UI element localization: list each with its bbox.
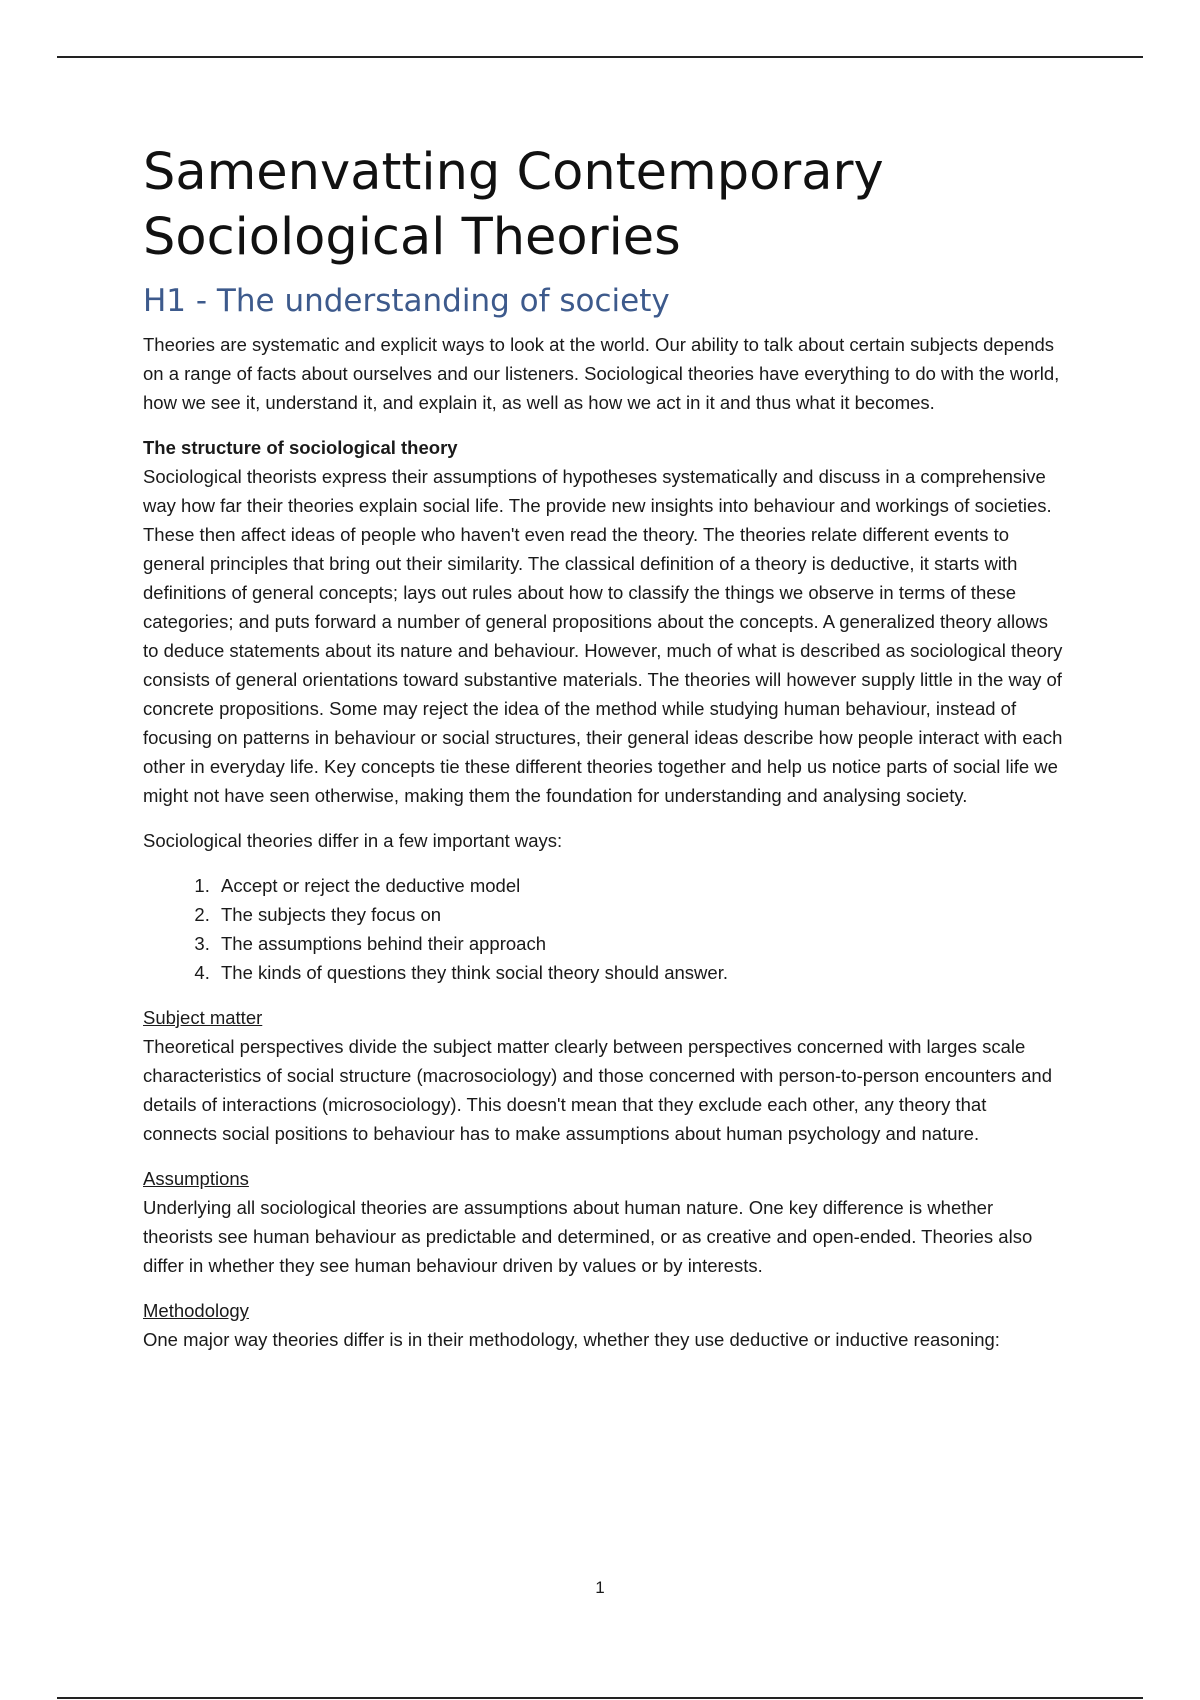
list-item: 4. The kinds of questions they think social theory should answer. xyxy=(215,958,1063,987)
section-heading-structure: The structure of sociological theory xyxy=(143,437,458,458)
intro-paragraph: Theories are systematic and explicit ways to look at the world. Our ability to talk about certain subjects depends on a range of facts about ourselves and our listeners. Sociological theories have everything to do with the world, how we see it, understand it, and explain it, as well as how we act in it and thus what it becomes. xyxy=(143,334,1060,413)
list-item: 1. Accept or reject the deductive model xyxy=(215,871,1063,900)
chapter-heading: H1 - The understanding of society xyxy=(143,283,670,319)
list-item: 2. The subjects they focus on xyxy=(215,900,1063,929)
document-body xyxy=(143,140,1063,1370)
document-title: Samenvatting Contemporary Sociological Theories xyxy=(143,143,884,267)
section-paragraph-assumptions: Underlying all sociological theories are assumptions about human nature. One key difference is whether theorists see human behaviour as predictable and determined, or as creative and open-ended. Theories also differ in whether they see human behaviour driven by values or by interests. xyxy=(143,1197,1033,1276)
section-paragraph-structure: Sociological theorists express their assumptions of hypotheses systematically and discuss in a comprehensive way how far their theories explain social life. The provide new insights into behaviour and workings of societies. These then affect ideas of people who haven't even read the theory. The theories relate different events to general principles that bring out their similarity. The classical definition of a theory is deductive, it starts with definitions of general concepts; lays out rules about how to classify the things we observe in terms of these categories; and puts forward a number of general propositions about the concepts. A generalized theory allows to deduce statements about its nature and behaviour. However, much of what is described as sociological theory consists of general orientations toward substantive materials. The theories will however supply little in the way of concrete propositions. Some may reject the idea of the method while studying human behaviour, instead of focusing on patterns in behaviour or social structures, their general ideas describe how people interact with each other in everyday life. Key concepts tie these different theories together and help us notice parts of social life we might not have seen otherwise, making them the foundation for understanding and analysing society. xyxy=(143,466,1063,806)
header-rule xyxy=(57,56,1143,58)
section-heading-methodology: Methodology xyxy=(143,1300,249,1321)
section-paragraph-methodology: One major way theories differ is in their methodology, whether they use deductive or inductive reasoning: xyxy=(143,1329,1000,1350)
section-heading-assumptions: Assumptions xyxy=(143,1168,249,1189)
differences-list xyxy=(143,871,1063,987)
footer-rule xyxy=(57,1697,1143,1699)
list-item: 3. The assumptions behind their approach xyxy=(215,929,1063,958)
page-number: 1 xyxy=(595,1578,605,1597)
section-heading-subject-matter: Subject matter xyxy=(143,1007,263,1028)
differences-intro: Sociological theories differ in a few important ways: xyxy=(143,830,563,851)
section-paragraph-subject-matter: Theoretical perspectives divide the subject matter clearly between perspectives concerned with larges scale characteristics of social structure (macrosociology) and those concerned with person-to-person encounters and details of interactions (microsociology). This doesn't mean that they exclude each other, any theory that connects social positions to behaviour has to make assumptions about human psychology and nature. xyxy=(143,1036,1053,1144)
